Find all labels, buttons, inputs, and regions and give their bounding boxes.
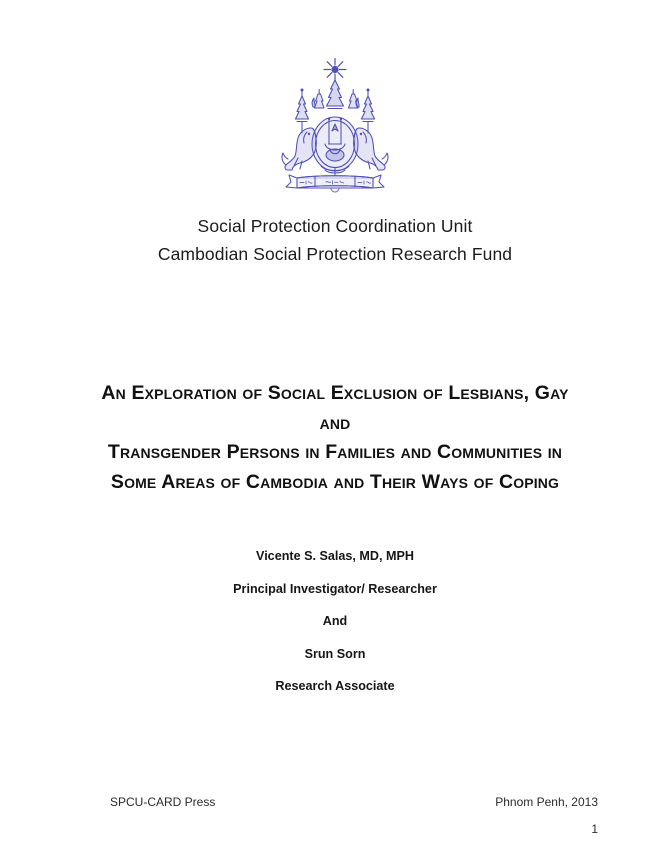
footer-publisher: SPCU-CARD Press xyxy=(110,795,216,809)
organization-line-2: Cambodian Social Protection Research Fund xyxy=(157,244,513,264)
author-block xyxy=(0,549,670,693)
title-line-3: Some Areas of Cambodia and Their Ways of Coping xyxy=(110,470,560,493)
secondary-author-name: Srun Sorn xyxy=(304,646,366,661)
emblem-container xyxy=(0,58,670,194)
primary-author-role: Principal Investigator/ Researcher xyxy=(233,581,437,596)
royal-arms-of-cambodia-emblem xyxy=(269,58,401,194)
title-line-2: Transgender Persons in Families and Communities in xyxy=(107,441,563,464)
footer-place-year: Phnom Penh, 2013 xyxy=(495,795,598,809)
author-conjunction: And xyxy=(322,614,348,628)
page-footer xyxy=(110,795,598,809)
organization-line-1: Social Protection Coordination Unit xyxy=(197,216,473,236)
primary-author-name: Vicente S. Salas, MD, MPH xyxy=(256,549,414,563)
document-title xyxy=(86,379,584,497)
title-line-1: An Exploration of Social Exclusion of Lesbians, Gay and xyxy=(101,382,569,434)
secondary-author-role: Research Associate xyxy=(275,679,395,693)
page-number: 1 xyxy=(591,822,598,836)
organization-heading xyxy=(0,212,670,268)
